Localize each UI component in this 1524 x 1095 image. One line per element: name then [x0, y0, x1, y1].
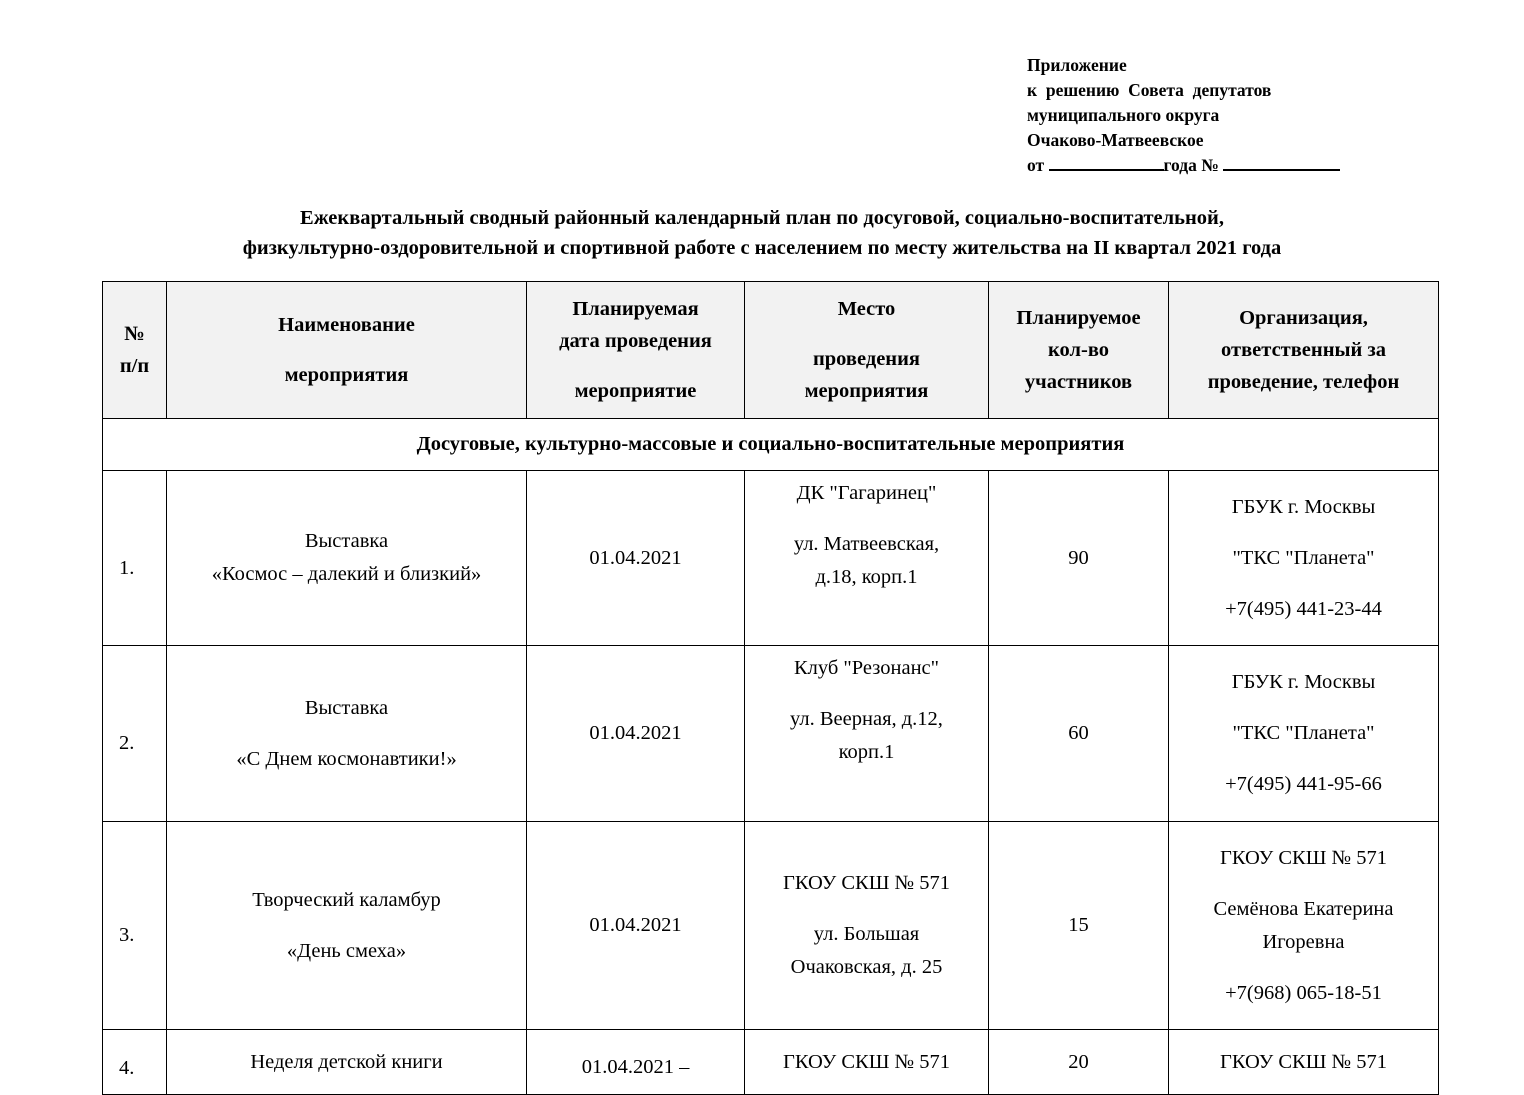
- approval-line: муниципального округа: [1027, 105, 1220, 125]
- event-name-cell: [167, 646, 527, 822]
- organizer-text: "ТКС "Планета": [1232, 546, 1375, 569]
- header-text: Планируемое: [1016, 307, 1141, 329]
- header-text: ответственный за: [1221, 339, 1386, 361]
- row-number: 1.: [103, 471, 167, 646]
- event-name: Выставка: [304, 696, 389, 719]
- approval-block: [1027, 53, 1340, 178]
- approval-line: Приложение: [1027, 55, 1127, 75]
- event-place: корп.1: [838, 741, 895, 763]
- organizer-cell: [1169, 471, 1439, 646]
- header-date: [527, 282, 745, 419]
- organizer-phone: +7(495) 441-23-44: [1225, 597, 1382, 620]
- event-name: Творческий каламбур: [252, 888, 441, 911]
- title-line: Ежеквартальный сводный районный календарный план по досуговой, социально-воспитательной,: [300, 207, 1224, 229]
- section-title: Досуговые, культурно-массовые и социально-воспитательные мероприятия: [103, 419, 1439, 471]
- header-text: проведения: [812, 348, 921, 370]
- organizer-text: ГБУК г. Москвы: [1231, 495, 1376, 518]
- header-text: кол-во: [1047, 339, 1110, 361]
- row-number: 4.: [103, 1030, 167, 1095]
- table-row: [103, 822, 1439, 1030]
- header-text: проведение, телефон: [1207, 371, 1400, 393]
- event-date: 01.04.2021: [527, 822, 745, 1030]
- header-text: Наименование: [278, 314, 415, 336]
- table-row: [103, 471, 1439, 646]
- header-place: [745, 282, 989, 419]
- header-org: [1169, 282, 1439, 419]
- organizer-text: ГБУК г. Москвы: [1231, 671, 1376, 693]
- event-place: д.18, корп.1: [815, 566, 918, 588]
- organizer-text: Семёнова Екатерина: [1213, 897, 1394, 920]
- event-name: «Космос – далекий и близкий»: [211, 563, 482, 585]
- organizer-cell: [1169, 822, 1439, 1030]
- header-num: [103, 282, 167, 419]
- event-place-cell: [745, 646, 989, 822]
- event-place: ул. Большая: [813, 923, 920, 945]
- header-text: Место: [837, 298, 896, 320]
- organizer-phone: +7(495) 441-95-66: [1225, 773, 1382, 795]
- event-place: Очаковская, д. 25: [790, 956, 943, 978]
- table-row: [103, 1030, 1439, 1095]
- organizer-phone: +7(968) 065-18-51: [1225, 981, 1382, 1004]
- event-name: Выставка: [304, 530, 389, 552]
- participant-count: 20: [989, 1030, 1169, 1095]
- participant-count: 60: [989, 646, 1169, 822]
- header-text: Организация,: [1239, 307, 1368, 329]
- organizer-text: ГКОУ СКШ № 571: [1220, 846, 1387, 869]
- section-row: [103, 419, 1439, 471]
- event-name: Неделя детской книги: [167, 1030, 527, 1095]
- header-text: мероприятия: [284, 364, 409, 386]
- header-text: дата проведения: [559, 330, 712, 352]
- row-number: 3.: [103, 822, 167, 1030]
- approval-number-prefix: года №: [1163, 155, 1224, 175]
- participant-count: 15: [989, 822, 1169, 1030]
- event-place: ДК "Гагаринец": [796, 482, 937, 504]
- table-row: [103, 646, 1439, 822]
- event-place: ул. Матвеевская,: [793, 533, 940, 555]
- organizer-cell: [1169, 646, 1439, 822]
- header-text: участников: [1024, 371, 1133, 393]
- event-name-cell: [167, 822, 527, 1030]
- header-name: [167, 282, 527, 419]
- approval-line: Очаково-Матвеевское: [1027, 130, 1204, 150]
- participant-count: 90: [989, 471, 1169, 646]
- event-date: 01.04.2021: [527, 646, 745, 822]
- header-text: мероприятие: [574, 380, 697, 402]
- approval-date-line: [1027, 153, 1340, 178]
- header-count: [989, 282, 1169, 419]
- event-date: 01.04.2021: [527, 471, 745, 646]
- event-name-cell: [167, 471, 527, 646]
- approval-line: к решению Совета депутатов: [1027, 80, 1272, 100]
- header-text: мероприятия: [804, 380, 929, 402]
- date-blank: [1049, 153, 1164, 171]
- header-text: №: [124, 323, 145, 345]
- event-name: «День смеха»: [286, 939, 407, 962]
- event-place: ГКОУ СКШ № 571: [783, 872, 950, 894]
- event-name: «С Днем космонавтики!»: [236, 747, 457, 770]
- approval-date-prefix: от: [1027, 155, 1049, 175]
- event-place: Клуб "Резонанс": [793, 657, 940, 679]
- event-place-cell: [745, 822, 989, 1030]
- header-row: [103, 282, 1439, 419]
- title-line: физкультурно-оздоровительной и спортивной работе с населением по месту жительства на II квартал 2021 года: [242, 237, 1282, 259]
- organizer-text: "ТКС "Планета": [1232, 722, 1375, 744]
- organizer-text: Игоревна: [1262, 930, 1345, 953]
- event-place: ул. Веерная, д.12,: [790, 708, 943, 730]
- row-number: 2.: [103, 646, 167, 822]
- event-date: 01.04.2021 –: [527, 1030, 745, 1095]
- event-place-cell: [745, 471, 989, 646]
- document-title: [60, 203, 1464, 263]
- organizer-text: ГКОУ СКШ № 571: [1169, 1030, 1439, 1095]
- header-text: Планируемая: [572, 298, 699, 320]
- plan-table: [102, 281, 1439, 1095]
- header-text: п/п: [119, 355, 150, 377]
- number-blank: [1223, 153, 1340, 171]
- event-place: ГКОУ СКШ № 571: [745, 1030, 989, 1095]
